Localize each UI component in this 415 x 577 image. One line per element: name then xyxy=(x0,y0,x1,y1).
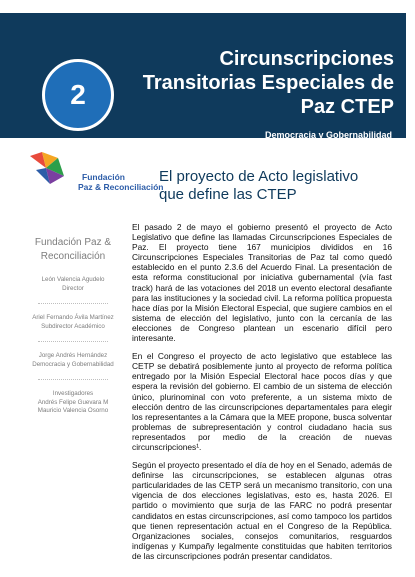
person-role: Democracia y Gobernabilidad xyxy=(32,360,114,368)
credit-person xyxy=(22,352,124,369)
person-role: Subdirector Académico xyxy=(41,322,105,330)
person-name: Jorge Andrés Hernández xyxy=(38,352,108,359)
logo-line2: Paz & Reconciliación xyxy=(78,182,164,192)
person-name: León Valencia Agudelo xyxy=(41,276,105,283)
body-paragraph: En el Congreso el proyecto de acto legislativo que establece las CETP se debatirá posiblemente junto al proyecto de reforma política entregado por la Misión Especial Electoral hace pocos días y que espera la revisión del gobierno. El cambio de un sistema de elección único, plurinominal con voto preferente, a un sistema mixto de elección dentro de las circunscripciones departamentales para elegir los representantes a la Cámara que la MEE propone, busca solventar problemas de subrepresentación y control ciudadano hacia sus representados por medio de la creación de nuevas circunscripciones¹. xyxy=(132,351,392,452)
body-paragraph: El pasado 2 de mayo el gobierno presentó el proyecto de Acto Legislativo que define las llamadas Circunscripciones Especiales de Paz. El proyecto tiene 167 municipios divididos en 16 Circunscripciones Especiales Transitorias de Paz tal como quedó establecido en el punto 2.3.6 del Acuerdo Final. La presentación de esta reforma constitucional por iniciativa gubernamental (vía fast track) hará de las votaciones del 2018 un evento electoral desafiante para las instituciones y la sociedad civil. La reforma política propuesta hace días por la Misión Electoral Especial, que sugiere cambios en el sistema de elección del legislativo, junto con la cercanía de las elecciones de Congreso plantean un escenario difícil pero interesante. xyxy=(132,222,392,344)
foundation-logo-icon xyxy=(28,150,66,188)
person-name: Ariel Fernando Ávila Martínez xyxy=(32,314,114,321)
divider xyxy=(38,379,108,380)
header-banner xyxy=(0,13,406,138)
divider xyxy=(38,303,108,304)
researchers-label: Investigadores xyxy=(52,390,94,397)
chapter-number-badge: 2 xyxy=(42,59,114,131)
logo-line1: Fundación xyxy=(82,172,125,182)
document-title: Circunscripciones Transitorias Especiales de Paz CTEP xyxy=(142,48,394,118)
credit-person xyxy=(22,276,124,293)
article-title: El proyecto de Acto legislativo que define las CTEP xyxy=(159,168,359,203)
section-subtitle: Democracia y Gobernabilidad xyxy=(264,130,392,140)
article-body xyxy=(132,222,392,569)
credits-sidebar xyxy=(22,236,124,426)
researcher-name: Mauricio Valencia Osorno xyxy=(37,407,109,414)
body-paragraph: Según el proyecto presentado el día de hoy en el Senado, además de definirse las circunscripciones, se establecen algunas otras particularidades de las CETP será un mecanismo transitorio, con una vigencia de dos elecciones legislativas, esto es, hasta 2026. El partido o movimiento que surja de las FARC no podrá presentar candidatos en estas circunscripciones, así como tampoco los partidos que tienen representación actual en el Congreso de la República. Organizaciones sociales, consejos comunitarios, resguardos indígenas y Kumpañy legalmente constituidas que habiten territorios de las circunscripciones podrán presentar candidatos. xyxy=(132,460,392,561)
researchers-list xyxy=(22,399,124,416)
sidebar-org-name: Fundación Paz & Reconciliación xyxy=(34,237,112,262)
person-role: Director xyxy=(62,284,84,292)
foundation-logo-text xyxy=(78,172,164,192)
divider xyxy=(38,341,108,342)
credit-person xyxy=(22,314,124,331)
researcher-name: Andrés Felipe Guevara M xyxy=(37,398,109,406)
